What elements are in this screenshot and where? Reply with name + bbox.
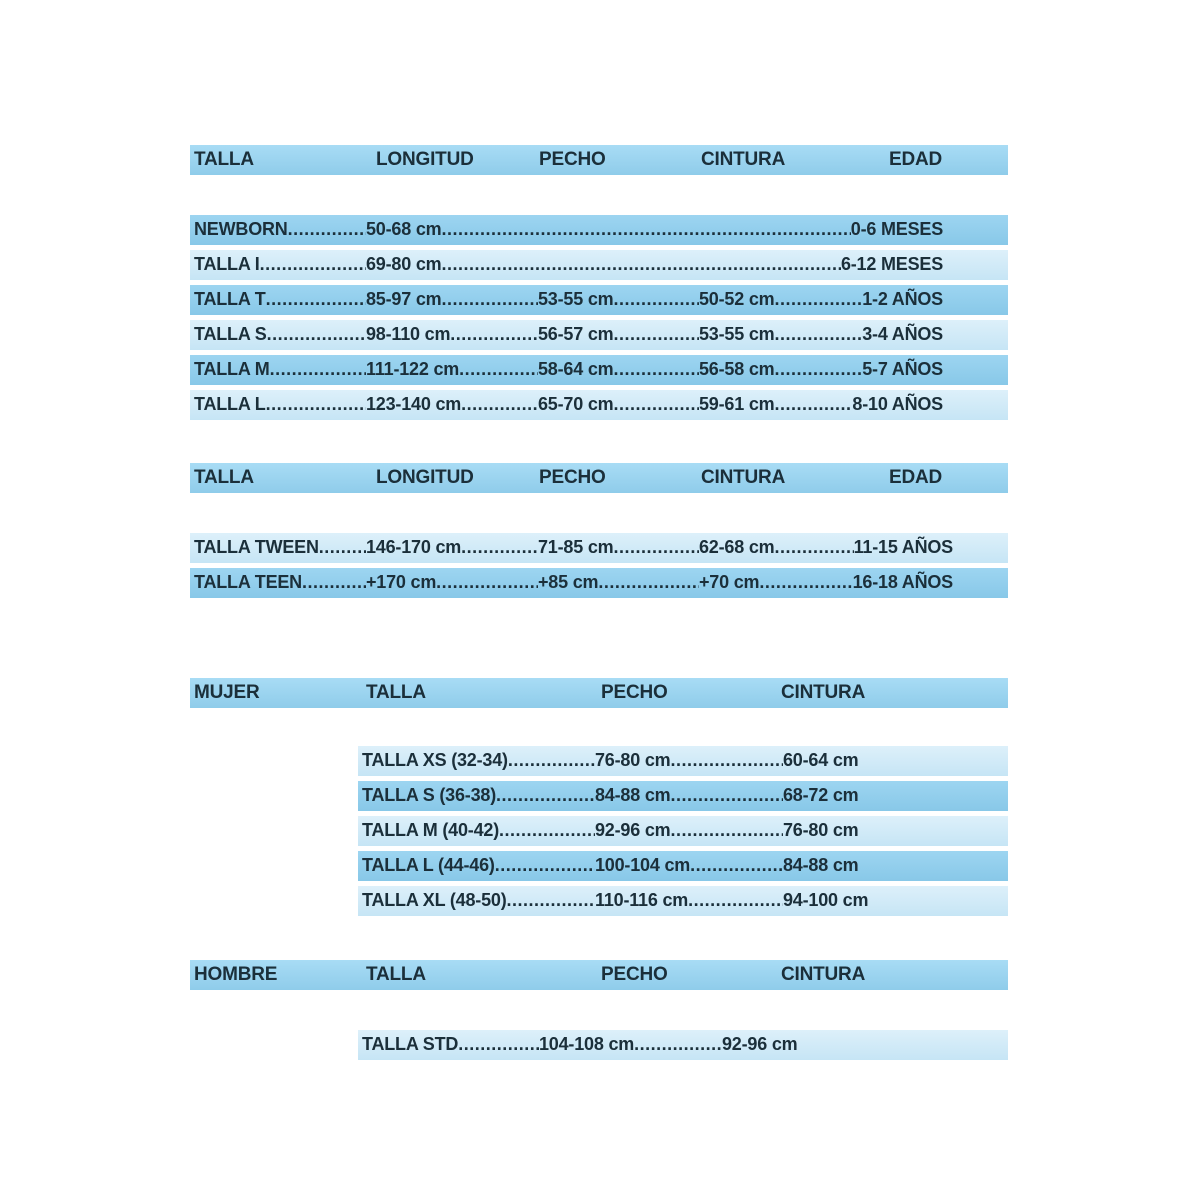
row-label: TALLA STD [362, 1034, 459, 1054]
dot-leader [670, 816, 783, 845]
row-value-pecho: 76-80 cm [595, 750, 671, 770]
dot-leader [598, 568, 699, 597]
row-value-longitud: 50-68 cm [366, 219, 442, 239]
column-header-cintura: CINTURA [701, 149, 786, 170]
dot-leader [506, 886, 595, 915]
table-row-teen [190, 568, 1008, 598]
dot-leader [260, 250, 366, 279]
row-value-longitud: 69-80 cm [366, 254, 442, 274]
table-row-mujer-m [358, 816, 1008, 846]
hombre-table-header [190, 960, 1008, 990]
row-value-cintura: 62-68 cm [699, 537, 775, 557]
row-label: TALLA I [194, 254, 260, 274]
row-value-edad: 16-18 AÑOS [852, 572, 953, 592]
dot-leader [450, 320, 538, 349]
dot-leader [441, 250, 840, 279]
row-value-pecho: 58-64 cm [538, 359, 614, 379]
row-value-cintura: 84-88 cm [783, 855, 859, 875]
dot-leader [461, 533, 538, 562]
section-label-mujer: MUJER [194, 682, 260, 703]
dot-leader [774, 390, 852, 419]
row-value-edad: 5-7 AÑOS [862, 359, 943, 379]
column-header-talla: TALLA [366, 964, 426, 985]
row-label: TALLA L [194, 394, 266, 414]
dot-leader [690, 851, 783, 880]
row-label: TALLA M (40-42) [362, 820, 500, 840]
dot-leader [508, 746, 595, 775]
dot-leader [613, 533, 699, 562]
table-row-mujer-xs [358, 746, 1008, 776]
row-value-longitud: 123-140 cm [366, 394, 462, 414]
tween-table-header [190, 463, 1008, 493]
column-header-pecho: PECHO [539, 467, 606, 488]
row-value-longitud: 111-122 cm [366, 359, 460, 379]
dot-leader [670, 781, 783, 810]
dot-leader [774, 320, 862, 349]
dot-leader [288, 215, 366, 244]
column-header-talla: TALLA [194, 149, 254, 170]
row-value-cintura: 68-72 cm [783, 785, 859, 805]
row-label: NEWBORN [194, 219, 288, 239]
row-value-pecho: 84-88 cm [595, 785, 671, 805]
dot-leader [613, 390, 699, 419]
row-value-cintura: +70 cm [699, 572, 760, 592]
dot-leader [613, 285, 699, 314]
row-value-edad: 11-15 AÑOS [853, 537, 953, 557]
table-row-talla-s [190, 320, 1008, 350]
dot-leader [670, 746, 783, 775]
dot-leader [461, 390, 538, 419]
dot-leader [613, 320, 699, 349]
column-header-talla: TALLA [194, 467, 254, 488]
column-header-pecho: PECHO [601, 682, 668, 703]
row-value-cintura: 76-80 cm [783, 820, 859, 840]
row-value-pecho: 65-70 cm [538, 394, 614, 414]
dot-leader [613, 355, 699, 384]
dot-leader [774, 355, 862, 384]
table-row-talla-t [190, 285, 1008, 315]
column-header-cintura: CINTURA [781, 682, 866, 703]
row-value-cintura: 59-61 cm [699, 394, 775, 414]
column-header-edad: EDAD [889, 467, 943, 488]
dot-leader [441, 215, 850, 244]
column-header-pecho: PECHO [539, 149, 606, 170]
dot-leader [267, 320, 366, 349]
row-value-edad: 0-6 MESES [850, 219, 943, 239]
dot-leader [270, 355, 366, 384]
dot-leader [495, 851, 595, 880]
row-label: TALLA T [194, 289, 266, 309]
row-value-cintura: 56-58 cm [699, 359, 775, 379]
table-row-hombre-std [358, 1030, 1008, 1060]
column-header-longitud: LONGITUD [376, 467, 474, 488]
row-value-longitud: 98-110 cm [366, 324, 451, 344]
table-row-talla-l [190, 390, 1008, 420]
row-label: TALLA TWEEN [194, 537, 319, 557]
row-value-pecho: 71-85 cm [538, 537, 614, 557]
table-row-mujer-xl [358, 886, 1008, 916]
row-label: TALLA S (36-38) [362, 785, 497, 805]
table-row-talla-i [190, 250, 1008, 280]
row-value-edad: 3-4 AÑOS [862, 324, 943, 344]
row-value-pecho: 56-57 cm [538, 324, 614, 344]
dot-leader [459, 355, 538, 384]
dot-leader [302, 568, 366, 597]
dot-leader [759, 568, 852, 597]
row-value-pecho: 104-108 cm [539, 1034, 635, 1054]
dot-leader [441, 285, 538, 314]
row-label: TALLA S [194, 324, 267, 344]
row-value-cintura: 92-96 cm [722, 1034, 798, 1054]
dot-leader [688, 886, 783, 915]
row-value-pecho: 92-96 cm [595, 820, 671, 840]
section-label-hombre: HOMBRE [194, 964, 278, 985]
dot-leader [458, 1030, 539, 1059]
table-row-tween [190, 533, 1008, 563]
row-value-pecho: +85 cm [538, 572, 599, 592]
row-value-pecho: 110-116 cm [595, 890, 689, 910]
column-header-pecho: PECHO [601, 964, 668, 985]
kids-table-header [190, 145, 1008, 175]
dot-leader [774, 533, 853, 562]
row-value-longitud: +170 cm [366, 572, 437, 592]
row-value-longitud: 146-170 cm [366, 537, 462, 557]
row-label: TALLA L (44-46) [362, 855, 495, 875]
dot-leader [319, 533, 366, 562]
table-row-mujer-s [358, 781, 1008, 811]
dot-leader [499, 816, 595, 845]
row-value-pecho: 100-104 cm [595, 855, 691, 875]
row-value-pecho: 53-55 cm [538, 289, 614, 309]
row-label: TALLA XL (48-50) [362, 890, 507, 910]
row-label: TALLA XS (32-34) [362, 750, 508, 770]
column-header-longitud: LONGITUD [376, 149, 474, 170]
dot-leader [774, 285, 862, 314]
dot-leader [266, 390, 366, 419]
row-value-cintura: 53-55 cm [699, 324, 775, 344]
column-header-edad: EDAD [889, 149, 943, 170]
row-value-edad: 1-2 AÑOS [862, 289, 943, 309]
row-value-edad: 8-10 AÑOS [852, 394, 943, 414]
dot-leader [634, 1030, 722, 1059]
row-label: TALLA TEEN [194, 572, 302, 592]
column-header-cintura: CINTURA [701, 467, 786, 488]
dot-leader [266, 285, 366, 314]
dot-leader [436, 568, 538, 597]
dot-leader [496, 781, 595, 810]
column-header-talla: TALLA [366, 682, 426, 703]
row-value-edad: 6-12 MESES [840, 254, 943, 274]
column-header-cintura: CINTURA [781, 964, 866, 985]
table-row-talla-m [190, 355, 1008, 385]
row-label: TALLA M [194, 359, 270, 379]
row-value-cintura: 94-100 cm [783, 890, 869, 910]
row-value-longitud: 85-97 cm [366, 289, 442, 309]
mujer-table-header [190, 678, 1008, 708]
table-row-newborn [190, 215, 1008, 245]
row-value-cintura: 50-52 cm [699, 289, 775, 309]
table-row-mujer-l [358, 851, 1008, 881]
row-value-cintura: 60-64 cm [783, 750, 859, 770]
